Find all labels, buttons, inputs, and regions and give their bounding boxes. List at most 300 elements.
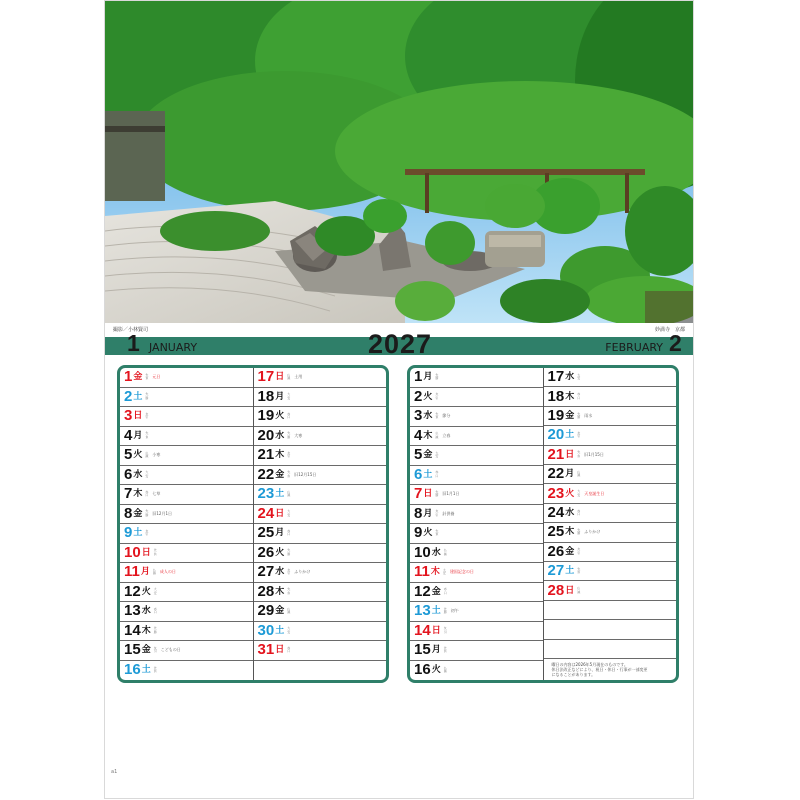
weekday-label: 月 — [431, 645, 441, 656]
day-row — [120, 641, 253, 661]
rokuyo-char: 仏 — [287, 489, 291, 494]
rokuyo-char: 大 — [287, 509, 291, 514]
day-note: 針供養 — [442, 510, 455, 516]
weekday-label: 木 — [275, 450, 285, 461]
rokuyo-char: 勝 — [577, 531, 581, 536]
day-row — [120, 466, 253, 486]
rokuyo-char: 勝 — [443, 610, 447, 615]
rokuyo-char: 引 — [145, 415, 149, 420]
day-row — [544, 543, 677, 562]
rokuyo-char: 先 — [287, 548, 291, 553]
rokuyo-char: 負 — [577, 570, 581, 575]
rokuyo-label — [145, 432, 148, 439]
rokuyo-char: 大 — [435, 450, 439, 455]
weekday-label: 日 — [275, 645, 285, 656]
rokuyo-char: 大 — [442, 567, 446, 572]
empty-row — [544, 640, 677, 659]
day-number: 16 — [414, 661, 431, 679]
weekday-label: 日 — [565, 585, 575, 596]
day-number: 2 — [414, 387, 423, 405]
rokuyo-label — [287, 510, 290, 517]
rokuyo-char: 滅 — [152, 571, 156, 576]
day-row — [120, 602, 253, 622]
weekday-label: 日 — [141, 547, 151, 558]
empty-row — [544, 601, 677, 620]
day-row — [254, 505, 387, 525]
day-row — [410, 427, 543, 447]
day-row — [410, 602, 543, 622]
rokuyo-char: 負 — [145, 376, 149, 381]
day-number: 7 — [124, 485, 133, 503]
weekday-label: 火 — [141, 586, 151, 597]
day-row — [120, 544, 253, 564]
weekday-label: 金 — [275, 469, 285, 480]
rokuyo-label — [145, 510, 148, 517]
january-column-1 — [120, 368, 253, 680]
day-number: 21 — [547, 445, 565, 463]
rokuyo-char: 友 — [577, 547, 581, 552]
day-row — [410, 563, 543, 583]
weekday-label: 金 — [133, 372, 143, 383]
rokuyo-char: 先 — [435, 489, 439, 494]
rokuyo-char: 友 — [145, 411, 149, 416]
day-number: 6 — [414, 465, 423, 483]
rokuyo-label — [145, 413, 148, 420]
day-row — [410, 661, 543, 681]
day-row — [410, 446, 543, 466]
day-number: 27 — [547, 562, 565, 580]
rokuyo-char: 勝 — [577, 415, 581, 420]
rokuyo-label — [154, 667, 157, 674]
day-number: 13 — [414, 602, 431, 620]
rokuyo-char: 赤 — [577, 508, 581, 513]
day-number: 3 — [124, 407, 133, 425]
day-number: 18 — [547, 387, 565, 405]
rokuyo-label — [145, 530, 148, 537]
rokuyo-char: 友 — [435, 392, 439, 397]
rokuyo-label — [154, 647, 157, 654]
weekday-label: 火 — [275, 547, 285, 558]
day-number: 26 — [547, 542, 565, 560]
rokuyo-char: 仏 — [577, 586, 581, 591]
rokuyo-char: 友 — [435, 509, 439, 514]
rokuyo-char: 先 — [435, 372, 439, 377]
february-column-2 — [543, 368, 677, 680]
day-number: 14 — [414, 621, 431, 639]
day-row — [544, 562, 677, 581]
rokuyo-label — [577, 432, 580, 439]
rokuyo-char: 負 — [153, 551, 157, 556]
day-number: 7 — [414, 485, 423, 503]
january-column-2 — [253, 368, 387, 680]
rokuyo-label — [435, 413, 438, 420]
day-row — [120, 407, 253, 427]
day-note: 七草 — [152, 491, 161, 497]
day-row — [254, 485, 387, 505]
rokuyo-char: 先 — [145, 372, 149, 377]
day-number: 24 — [257, 504, 275, 522]
weekday-label: 日 — [275, 372, 285, 383]
day-number: 22 — [257, 465, 275, 483]
weekday-label: 水 — [141, 606, 151, 617]
rokuyo-label — [154, 549, 157, 556]
rokuyo-char: 口 — [577, 512, 581, 517]
rokuyo-char: 安 — [287, 512, 291, 517]
rokuyo-char: 仏 — [443, 548, 447, 553]
day-row — [254, 407, 387, 427]
weekday-label: 水 — [275, 567, 285, 578]
day-row — [120, 368, 253, 388]
day-number: 8 — [124, 504, 133, 522]
rokuyo-char: 安 — [442, 571, 446, 576]
rokuyo-char: 安 — [153, 590, 157, 595]
rokuyo-char: 仏 — [577, 469, 581, 474]
day-row — [254, 544, 387, 564]
weekday-label: 木 — [430, 567, 440, 578]
day-number: 22 — [547, 465, 565, 483]
rokuyo-label — [577, 471, 580, 478]
rokuyo-label — [577, 413, 580, 420]
rokuyo-char: 口 — [287, 415, 291, 420]
day-number: 18 — [257, 387, 275, 405]
rokuyo-char: 負 — [577, 453, 581, 458]
day-number: 9 — [124, 524, 133, 542]
rokuyo-label — [577, 587, 580, 594]
day-row — [120, 583, 253, 603]
rokuyo-label — [577, 510, 580, 517]
day-number: 27 — [257, 563, 275, 581]
day-number: 14 — [124, 621, 141, 639]
rokuyo-char: 口 — [435, 473, 439, 478]
rokuyo-char: 負 — [443, 649, 447, 654]
rokuyo-char: 先 — [145, 392, 149, 397]
rokuyo-char: 友 — [153, 645, 157, 650]
day-note: 初午 — [450, 608, 459, 614]
day-row — [410, 583, 543, 603]
rokuyo-label — [145, 374, 148, 381]
day-row — [120, 427, 253, 447]
rokuyo-char: 先 — [577, 411, 581, 416]
day-number: 25 — [257, 524, 275, 542]
rokuyo-char: 負 — [153, 669, 157, 674]
weekday-label: 金 — [423, 450, 433, 461]
day-number: 11 — [414, 563, 430, 581]
rokuyo-label — [145, 393, 148, 400]
rokuyo-label — [444, 608, 447, 615]
rokuyo-char: 引 — [145, 532, 149, 537]
rokuyo-label — [145, 471, 148, 478]
day-number: 19 — [547, 407, 565, 425]
rokuyo-char: 口 — [443, 590, 447, 595]
day-number: 26 — [257, 543, 275, 561]
weekday-label: 日 — [431, 625, 441, 636]
weekday-label: 土 — [275, 625, 285, 636]
weekday-label: 金 — [275, 606, 285, 617]
day-number: 31 — [257, 641, 275, 659]
day-number: 10 — [124, 543, 141, 561]
weekday-label: 月 — [565, 469, 575, 480]
weekday-label: 火 — [431, 665, 441, 676]
rokuyo-char: 口 — [287, 649, 291, 654]
day-note: 立春 — [442, 432, 451, 438]
day-row — [410, 524, 543, 544]
calendar-page — [104, 0, 694, 799]
day-row — [120, 388, 253, 408]
day-number: 1 — [124, 368, 133, 386]
day-row — [410, 466, 543, 486]
rokuyo-label — [287, 393, 290, 400]
rokuyo-char: 大 — [577, 372, 581, 377]
day-number: 19 — [257, 407, 275, 425]
weekday-label: 火 — [133, 450, 143, 461]
day-row — [544, 581, 677, 600]
weekday-label: 火 — [565, 488, 575, 499]
rokuyo-char: 友 — [443, 626, 447, 631]
left-month-name: JANUARY — [149, 341, 198, 354]
rokuyo-label — [287, 588, 290, 595]
rokuyo-char: 先 — [287, 431, 291, 436]
day-number: 25 — [547, 523, 565, 541]
day-number: 11 — [124, 563, 140, 581]
rokuyo-char: 仏 — [435, 431, 439, 436]
rokuyo-char: 先 — [287, 470, 291, 475]
weekday-label: 月 — [133, 430, 143, 441]
rokuyo-char: 先 — [153, 626, 157, 631]
day-note: 小寒 — [152, 452, 161, 458]
day-note: 元日 — [152, 374, 161, 380]
rokuyo-char: 引 — [443, 629, 447, 634]
rokuyo-label — [153, 569, 156, 576]
day-row — [254, 427, 387, 447]
day-row — [410, 388, 543, 408]
right-month-name: FEBRUARY — [605, 341, 663, 354]
rokuyo-char: 先 — [435, 411, 439, 416]
rokuyo-char: 赤 — [145, 489, 149, 494]
weekday-label: 火 — [275, 411, 285, 422]
rokuyo-char: 赤 — [153, 606, 157, 611]
rokuyo-label — [435, 452, 438, 459]
rokuyo-label — [287, 413, 290, 420]
weekday-label: 土 — [133, 528, 143, 539]
day-number: 16 — [124, 661, 141, 679]
rokuyo-char: 仏 — [287, 606, 291, 611]
rokuyo-char: 引 — [577, 434, 581, 439]
day-row — [120, 563, 253, 583]
day-number: 21 — [257, 446, 275, 464]
rokuyo-label — [577, 548, 580, 555]
day-number: 12 — [124, 582, 141, 600]
day-row — [120, 622, 253, 642]
rokuyo-char: 負 — [435, 532, 439, 537]
rokuyo-label — [287, 452, 290, 459]
rokuyo-label — [287, 471, 290, 478]
rokuyo-char: 負 — [435, 415, 439, 420]
year-title: 2027 — [367, 329, 433, 359]
rokuyo-label — [287, 569, 290, 576]
weekday-label: 木 — [141, 625, 151, 636]
empty-row — [544, 620, 677, 639]
rokuyo-char: 負 — [287, 590, 291, 595]
day-row — [544, 426, 677, 445]
day-number: 4 — [414, 426, 423, 444]
rokuyo-char: 安 — [577, 492, 581, 497]
day-row — [544, 407, 677, 426]
day-row — [544, 523, 677, 542]
rokuyo-char: 滅 — [435, 434, 439, 439]
day-number: 5 — [124, 446, 133, 464]
day-number: 9 — [414, 524, 423, 542]
rokuyo-char: 赤 — [577, 392, 581, 397]
day-row — [410, 505, 543, 525]
day-row — [544, 504, 677, 523]
day-note: 天皇誕生日 — [584, 490, 605, 496]
day-row — [120, 446, 253, 466]
rokuyo-char: 安 — [577, 376, 581, 381]
day-number: 28 — [257, 582, 275, 600]
weekday-label: 月 — [275, 528, 285, 539]
weekday-label: 月 — [140, 567, 150, 578]
rokuyo-label — [577, 374, 580, 381]
rokuyo-char: 仏 — [287, 372, 291, 377]
rokuyo-char: 勝 — [287, 434, 291, 439]
day-number: 1 — [414, 368, 423, 386]
weekday-label: 月 — [423, 508, 433, 519]
weekday-label: 土 — [565, 566, 575, 577]
rokuyo-char: 先 — [443, 645, 447, 650]
rokuyo-label — [145, 452, 148, 459]
day-number: 17 — [547, 368, 565, 386]
weekday-label: 日 — [275, 508, 285, 519]
rokuyo-label — [145, 491, 148, 498]
day-note: 成人の日 — [159, 569, 176, 575]
photo-location: 妙満寺 京都 — [654, 327, 685, 333]
rokuyo-char: 仏 — [443, 665, 447, 670]
rokuyo-char: 滅 — [287, 493, 291, 498]
rokuyo-char: 友 — [287, 567, 291, 572]
day-row — [410, 368, 543, 388]
weekday-label: 土 — [431, 606, 441, 617]
day-number: 20 — [547, 426, 565, 444]
day-row — [544, 368, 677, 387]
empty-row — [544, 659, 677, 680]
day-row — [410, 544, 543, 564]
rokuyo-char: 引 — [435, 512, 439, 517]
day-row — [544, 484, 677, 503]
rokuyo-label — [287, 608, 290, 615]
day-note: 雨水 — [584, 413, 593, 419]
rokuyo-char: 先 — [153, 548, 157, 553]
rokuyo-label — [435, 530, 438, 537]
rokuyo-label — [287, 647, 290, 654]
rokuyo-char: 引 — [153, 649, 157, 654]
weekday-label: 土 — [565, 430, 575, 441]
weekday-label: 日 — [565, 449, 575, 460]
rokuyo-char: 先 — [145, 431, 149, 436]
day-number: 24 — [547, 504, 565, 522]
rokuyo-char: 勝 — [153, 629, 157, 634]
january-grid — [117, 365, 389, 683]
day-row — [120, 505, 253, 525]
day-note: 節分 — [442, 413, 451, 419]
rokuyo-char: 口 — [287, 532, 291, 537]
left-month-number: 1 — [127, 330, 140, 356]
day-number: 23 — [257, 485, 275, 503]
rokuyo-char: 先 — [153, 665, 157, 670]
weekday-label: 金 — [565, 546, 575, 557]
day-note: 旧12月1日 — [152, 510, 173, 516]
rokuyo-char: 仏 — [152, 567, 156, 572]
rokuyo-label — [435, 432, 438, 439]
rokuyo-label — [154, 588, 157, 595]
calendar-memo: 曜日の内容は2026年5月現在のものです。 休日法改正などにより、祝日・休日・行事が一部変更 になることがあります。 — [551, 662, 648, 678]
rokuyo-char: 赤 — [435, 470, 439, 475]
weekday-label: 木 — [423, 430, 433, 441]
weekday-label: 木 — [565, 391, 575, 402]
day-row — [254, 641, 387, 661]
rokuyo-label — [287, 374, 290, 381]
day-row — [410, 407, 543, 427]
weekday-label: 水 — [431, 547, 441, 558]
february-grid — [407, 365, 679, 683]
rokuyo-char: 滅 — [577, 473, 581, 478]
rokuyo-char: 勝 — [145, 512, 149, 517]
print-code: a1 — [111, 769, 118, 775]
day-row — [410, 641, 543, 661]
rokuyo-label — [435, 374, 438, 381]
day-note: 大寒 — [294, 432, 303, 438]
day-row — [254, 446, 387, 466]
rokuyo-char: 赤 — [287, 528, 291, 533]
day-row — [254, 622, 387, 642]
february-column-1 — [410, 368, 543, 680]
photo-credit: 撮影／小林賢司 — [113, 327, 149, 333]
weekday-label: 金 — [141, 645, 151, 656]
rokuyo-label — [577, 568, 580, 575]
rokuyo-char: 先 — [577, 528, 581, 533]
rokuyo-char: 仏 — [145, 450, 149, 455]
day-number: 6 — [124, 465, 133, 483]
day-number: 15 — [414, 641, 431, 659]
day-row — [544, 465, 677, 484]
weekday-label: 土 — [275, 489, 285, 500]
rokuyo-char: 負 — [287, 473, 291, 478]
weekday-label: 木 — [565, 527, 575, 538]
weekday-label: 土 — [133, 391, 143, 402]
garden-photo-image — [105, 1, 694, 323]
day-note: 旧1月1日 — [442, 491, 460, 497]
day-number: 28 — [547, 581, 565, 599]
rokuyo-char: 勝 — [435, 376, 439, 381]
day-number: 3 — [414, 407, 423, 425]
weekday-label: 土 — [141, 665, 151, 676]
day-number: 30 — [257, 621, 275, 639]
rokuyo-char: 口 — [153, 610, 157, 615]
day-number: 29 — [257, 602, 275, 620]
rokuyo-label — [435, 393, 438, 400]
weekday-label: 日 — [133, 411, 143, 422]
rokuyo-char: 滅 — [287, 610, 291, 615]
day-row — [254, 602, 387, 622]
weekday-label: 火 — [423, 528, 433, 539]
rokuyo-label — [435, 491, 438, 498]
day-note: ふりかけ — [294, 569, 311, 575]
rokuyo-char: 友 — [577, 431, 581, 436]
rokuyo-label — [443, 569, 446, 576]
day-row — [410, 485, 543, 505]
rokuyo-label — [435, 510, 438, 517]
weekday-label: 火 — [423, 391, 433, 402]
rokuyo-label — [444, 667, 447, 674]
